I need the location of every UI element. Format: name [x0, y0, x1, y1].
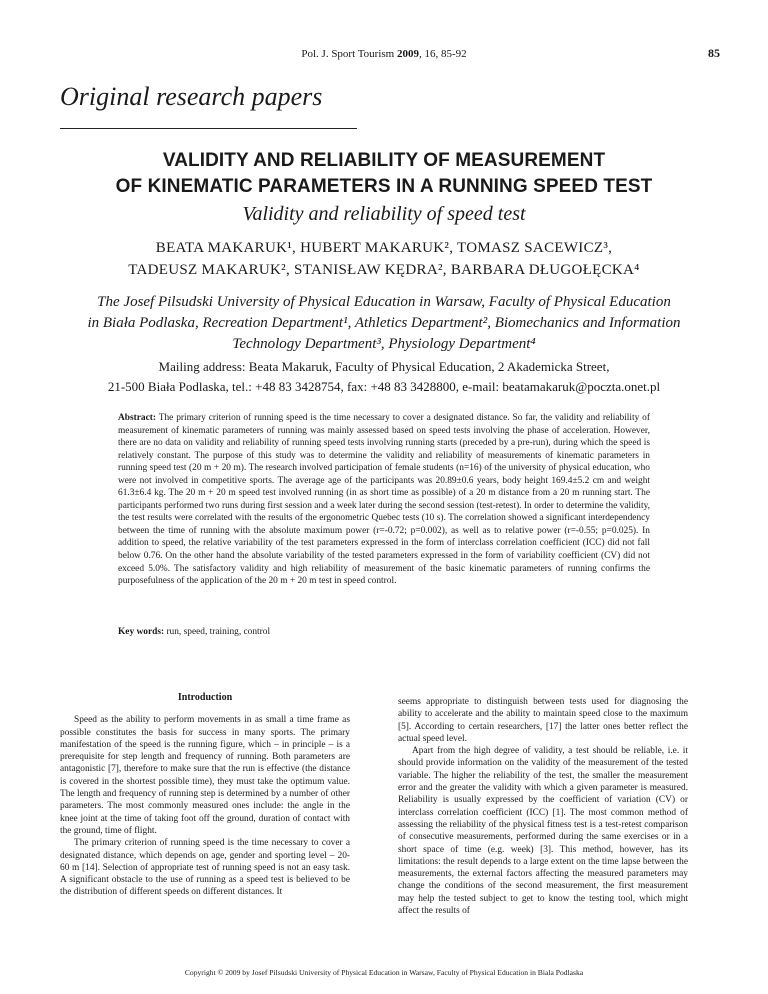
author-list [40, 237, 728, 281]
mailing-address [20, 357, 748, 397]
mailing-line-1: Mailing address: Beata Makaruk, Faculty of Physical Education, 2 Akademicka Street, [158, 359, 610, 374]
journal-suffix: , 16, 85-92 [418, 48, 467, 60]
journal-year: 2009 [396, 48, 419, 60]
abstract-text: The primary criterion of running speed is the time necessary to cover a designated distance. So far, the validity and reliability of measurement of kinematic parameters of running was mainly assessed based on speed tests involving the phase of acceleration. However, there are no data on validity and reliability of running speed tests involving running starts (preceded by a pre-run), during which the speed is relatively constant. The purpose of this study was to determine the validity and reliability of measurements of kinematic parameters in running speed test (20 m + 20 m). The research involved participation of female students (n=16) of the university of physical education, who were not involved in competitive sports. The average age of the participants was 20.89±0.6 years, body height 169.4±5.2 cm and weight 61.3±6.4 kg. The 20 m + 20 m speed test involved running (in as short time as possible) of a 20 m distance from a 20 m running start. The participants performed two runs during first session and a week later during the second session (test-retest). In order to determine the validity, the test results were correlated with the results of the ergonometric Quebec tests (10 s). The correlation showed a significant interdependency between the time of running with the absolute maximum power (r=-0.72; p=0.002), as well as to relative power (r=-0.55; p=0.025). In addition to speed, the relative variability of the test parameters expressed in the form of interclass correlation coefficient (ICC) did not fall below 0.76. On the other hand the absolute variability of the tested parameters expressed in the form of variability coefficient (CV) did not exceed 5.0%. The satisfactory validity and high reliability of measurement of the basic kinematic parameters of running confirms the purposefulness of the application of the 20 m + 20 m test in speed control. [118, 413, 650, 587]
mailing-line-2: 21-500 Biała Podlaska, tel.: +48 83 3428754, fax: +48 83 3428800, e-mail: beatamakaruk@poczta.onet.pl [107, 379, 661, 394]
left-column [60, 692, 350, 899]
title-line-2: OF KINEMATIC PARAMETERS IN A RUNNING SPEED TEST [115, 176, 653, 197]
title-line-1: VALIDITY AND RELIABILITY OF MEASUREMENT [162, 150, 606, 171]
paper-title [40, 148, 728, 200]
keywords-text: run, speed, training, control [164, 627, 271, 637]
page-number: 85 [708, 46, 720, 60]
introduction-heading: Introduction [177, 692, 233, 703]
journal-citation [0, 48, 768, 60]
keywords-label: Key words: [118, 627, 165, 637]
authors-line-1: BEATA MAKARUK¹, HUBERT MAKARUK², TOMASZ SACEWICZ³, [155, 240, 613, 256]
copyright-footer: Copyright © 2009 by Josef Pilsudski University of Physical Education in Warsaw, Faculty of Physical Education in Biala Podlaska [184, 968, 584, 977]
affiliation-line-3: Technology Department³, Physiology Department⁴ [232, 336, 536, 352]
affiliation-line-1: The Josef Pilsudski University of Physical Education in Warsaw, Faculty of Physical Education [97, 294, 671, 310]
section-label: Original research papers [60, 82, 323, 111]
abstract [118, 412, 650, 588]
right-column [398, 696, 688, 917]
affiliation-line-2: in Biała Podlaska, Recreation Department¹, Athletics Department², Biomechanics and Information [87, 315, 681, 331]
paragraph: Speed as the ability to perform movements in as small a time frame as possible constitutes the basis for success in many sports. The primary manifestation of the speed is the running figure, which – in principle – is a prerequisite for step length and frequency of running. Both parameters are antagonistic [7], therefore to make sure that the run is effective (the distance is covered in the shortest possible time), they must take the optimum value. The length and frequency of running step is determined by a number of other parameters. The most commonly measured ones include: the angle in the knee joint at the time of taking foot off the ground, duration of contact with the ground, time of flight. [60, 715, 350, 836]
affiliation [30, 292, 738, 355]
authors-line-2: TADEUSZ MAKARUK², STANISŁAW KĘDRA², BARBARA DŁUGOŁĘCKA⁴ [128, 262, 640, 278]
journal-prefix: Pol. J. Sport Tourism [301, 48, 397, 60]
keywords [118, 627, 650, 637]
paragraph: Apart from the high degree of validity, a test should be reliable, i.e. it should provide information on the validity of the measurement of the tested variable. The higher the reliability of the test, the smaller the measurement error and the greater the validity with which a given parameter is measured. Reliability is usually expressed by the coefficient of variation (CV) or interclass correlation coefficient (ICC) [1]. The most common method of assessing the reliability of the physical fitness test is a test-retest comparison of consecutive measurements, performed during the same exercises or in a short space of time (e.g. week) [3]. This method, however, has its limitations: the result depends to a large extent on the time lapse between the measurements, the external factors affecting the measured parameters may change the conditions of the second measurement, the first measurement may help the tested subject to get to know the testing tool, which might affect the results of [398, 746, 688, 917]
paragraph: seems appropriate to distinguish between tests used for diagnosing the ability to accelerate and the ability to maintain speed close to the maximum [5]. According to certain researchers, [17] the latter ones better reflect the actual speed level. [398, 697, 688, 744]
paragraph: The primary criterion of running speed is the time necessary to cover a designated distance, which depends on age, gender and sporting level – 20-60 m [14]. Selection of appropriate test of running speed is not an easy task. A significant obstacle to the use of running as a speed test is believed to be the distribution of different speeds on different distances. It [60, 838, 350, 898]
section-rule [60, 128, 357, 129]
abstract-label: Abstract: [118, 413, 157, 423]
paper-subtitle: Validity and reliability of speed test [242, 203, 526, 225]
